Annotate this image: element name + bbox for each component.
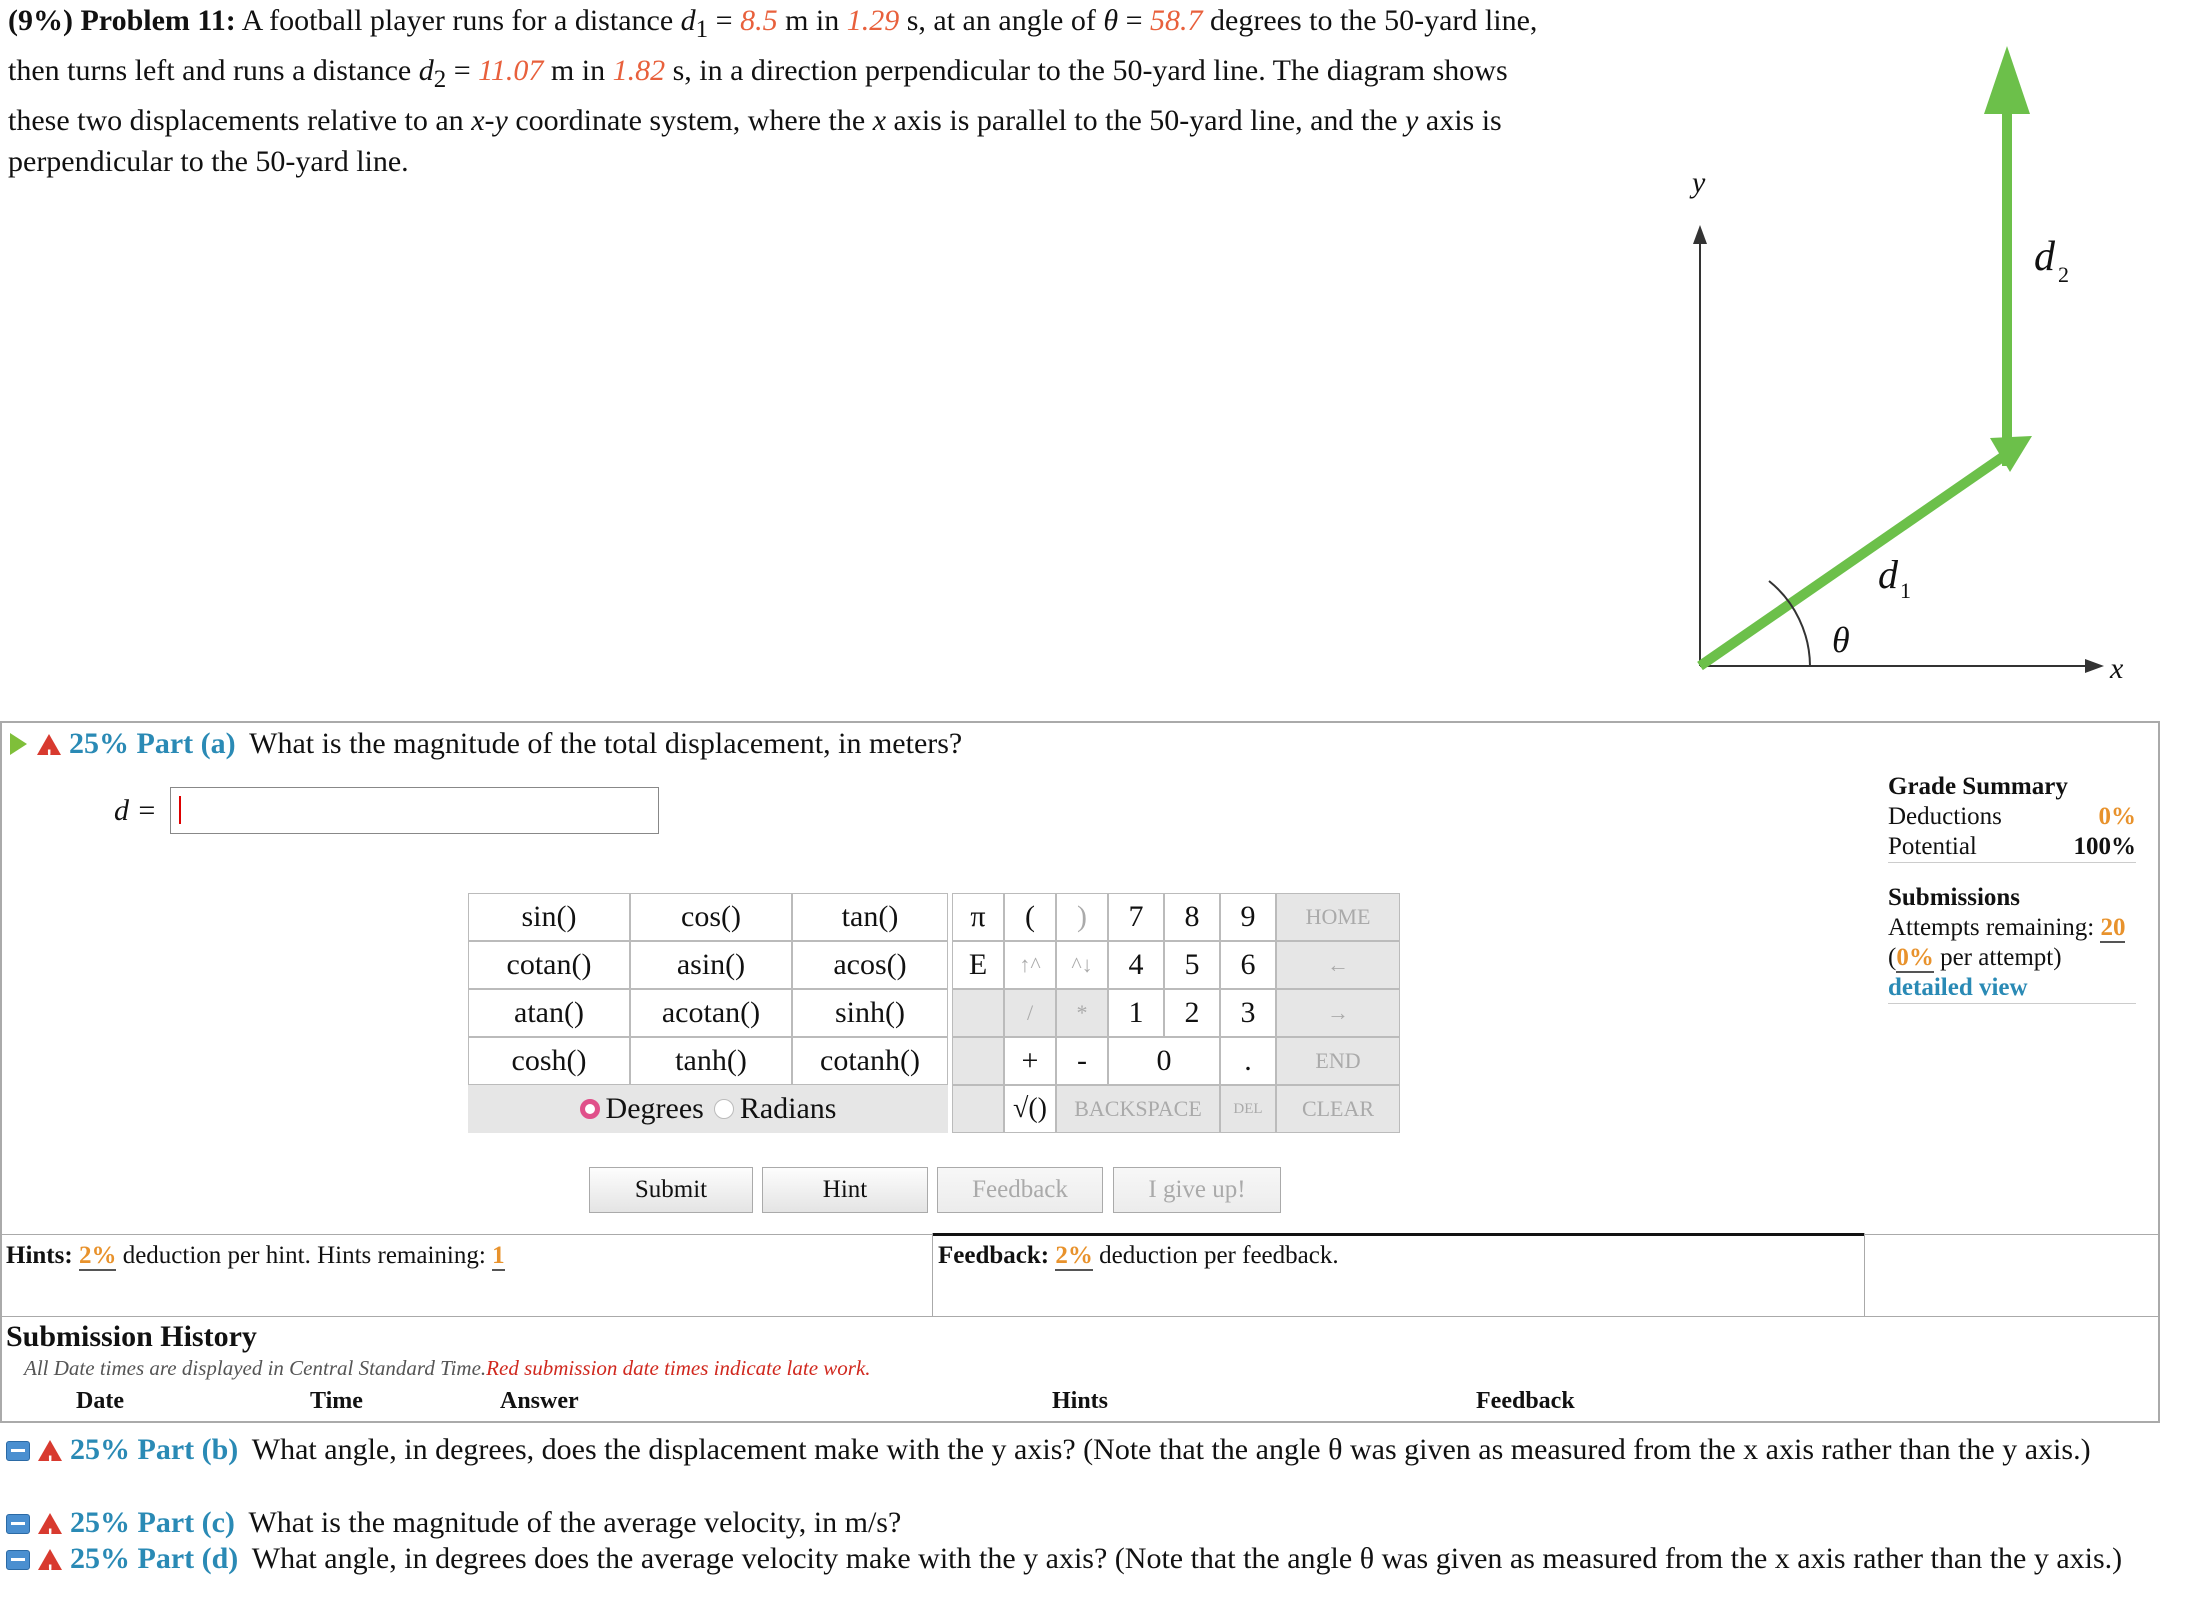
e-key[interactable]: E: [952, 941, 1004, 989]
digit-0-key[interactable]: 0: [1108, 1037, 1220, 1085]
detailed-view-link[interactable]: detailed view: [1888, 973, 2136, 1004]
digit-8-key[interactable]: 8: [1164, 893, 1220, 941]
part-a-header: [10, 726, 962, 762]
part-c-row[interactable]: [6, 1505, 2186, 1541]
degrees-label[interactable]: Degrees: [605, 1092, 704, 1125]
x-axis-arrowhead: [2085, 659, 2104, 673]
y-symbol: y: [1405, 104, 1419, 137]
warning-icon: [37, 734, 61, 755]
superscript-up-key[interactable]: ↑^: [1004, 941, 1056, 989]
sqrt-key[interactable]: √(): [1004, 1085, 1056, 1133]
part-b-row[interactable]: [6, 1432, 2186, 1468]
function-key-tan[interactable]: tan(): [792, 893, 948, 941]
home-key[interactable]: HOME: [1276, 893, 1400, 941]
problem-statement: [8, 0, 1568, 182]
submit-button[interactable]: Submit: [589, 1167, 753, 1213]
deductions-value: 0%: [2098, 803, 2136, 830]
submission-history-note: [24, 1356, 871, 1381]
attempts-row: [1888, 913, 2136, 943]
history-col-answer: Answer: [500, 1388, 579, 1414]
history-col-hints: Hints: [1052, 1388, 1109, 1414]
backspace-key[interactable]: BACKSPACE: [1056, 1085, 1220, 1133]
hints-deduction-value: 2%: [78, 1242, 117, 1269]
minus-key[interactable]: -: [1056, 1037, 1108, 1085]
digit-6-key[interactable]: 6: [1220, 941, 1276, 989]
problem-text: A football player runs for a distance: [241, 4, 674, 37]
problem-text: s, in a direction perpendicular to the 50-yard line. The diagram shows these two displacements relative to an: [8, 54, 1508, 137]
problem-label: Problem 11:: [80, 4, 236, 37]
feedback-box-top-border: [932, 1233, 1864, 1236]
left-arrow-key[interactable]: ←: [1276, 941, 1400, 989]
t1-value: 1.29: [846, 4, 900, 37]
problem-weight: (9%): [8, 4, 73, 37]
per-attempt-row: [1888, 943, 2136, 973]
function-key-sin[interactable]: sin(): [468, 893, 630, 941]
digit-2-key[interactable]: 2: [1164, 989, 1220, 1037]
theta-symbol: θ: [1103, 4, 1119, 37]
warning-icon: [38, 1549, 62, 1570]
hints-text: deduction per hint. Hints remaining:: [122, 1242, 486, 1269]
multiply-key[interactable]: *: [1056, 989, 1108, 1037]
feedback-box-right-border: [1864, 1233, 1865, 1317]
divider: [2, 1316, 2158, 1317]
warning-icon: [38, 1440, 62, 1461]
displacement-diagram: [1560, 20, 2124, 700]
collapse-icon[interactable]: [6, 1550, 30, 1570]
function-key-cosh[interactable]: cosh(): [468, 1037, 630, 1085]
blank-key: [952, 1085, 1004, 1133]
plus-key[interactable]: +: [1004, 1037, 1056, 1085]
theta-value: 58.7: [1150, 4, 1203, 37]
function-key-sinh[interactable]: sinh(): [792, 989, 948, 1037]
x-axis-label: x: [2110, 652, 2124, 685]
right-arrow-key[interactable]: →: [1276, 989, 1400, 1037]
superscript-down-key[interactable]: ^↓: [1056, 941, 1108, 989]
del-key[interactable]: DEL: [1220, 1085, 1276, 1133]
d1-subscript: 1: [695, 16, 709, 43]
attempts-label: Attempts remaining:: [1888, 914, 2095, 941]
hints-label: Hints:: [6, 1242, 73, 1269]
end-key[interactable]: END: [1276, 1037, 1400, 1085]
radians-label[interactable]: Radians: [739, 1092, 837, 1125]
d1-label: d: [1878, 552, 1898, 597]
attempts-value: 20: [2100, 914, 2126, 941]
part-b-percent: 25%: [70, 1433, 130, 1466]
grade-summary: [1888, 772, 2136, 1004]
potential-label: Potential: [1888, 833, 1977, 860]
numeric-keypad: [952, 893, 1400, 1133]
function-key-cotanh[interactable]: cotanh(): [792, 1037, 948, 1085]
potential-value: 100%: [2073, 833, 2136, 860]
radians-radio[interactable]: [714, 1099, 734, 1119]
feedback-text: deduction per feedback.: [1099, 1242, 1339, 1269]
history-col-time: Time: [310, 1388, 363, 1414]
feedback-button[interactable]: Feedback: [937, 1167, 1103, 1213]
digit-4-key[interactable]: 4: [1108, 941, 1164, 989]
decimal-key[interactable]: .: [1220, 1037, 1276, 1085]
hint-button[interactable]: Hint: [762, 1167, 928, 1213]
part-d-question: What angle, in degrees does the average velocity make with the y axis? (Note that the angle θ was given as measured from the x axis rather than the y axis.): [251, 1542, 2123, 1575]
hints-info: [6, 1242, 505, 1270]
d1-value: 8.5: [740, 4, 778, 37]
angle-mode-toggle: [468, 1085, 948, 1133]
digit-3-key[interactable]: 3: [1220, 989, 1276, 1037]
function-key-cotan[interactable]: cotan(): [468, 941, 630, 989]
d2-symbol: d: [418, 54, 434, 87]
submission-history-title: Submission History: [6, 1320, 257, 1353]
d1-arrow: [1700, 456, 2004, 666]
hints-remaining-value: 1: [492, 1242, 505, 1269]
problem-text: axis is parallel to the 50-yard line, and the: [893, 104, 1398, 137]
function-key-tanh[interactable]: tanh(): [630, 1037, 792, 1085]
t2-value: 1.82: [612, 54, 666, 87]
pi-key[interactable]: π: [952, 893, 1004, 941]
x-symbol: x: [872, 104, 887, 137]
function-key-acos[interactable]: acos(): [792, 941, 948, 989]
problem-text: axis is perpendicular to the 50-yard line.: [8, 104, 1502, 178]
part-d-percent: 25%: [70, 1542, 130, 1575]
d1-symbol: d: [680, 4, 696, 37]
part-d-row[interactable]: [6, 1541, 2186, 1577]
history-col-date: Date: [76, 1388, 124, 1414]
equals-sign: =: [1125, 4, 1143, 37]
part-a-percent: 25%: [69, 727, 129, 760]
text-cursor: [179, 796, 181, 824]
collapse-icon[interactable]: [6, 1441, 30, 1461]
feedback-info: [938, 1242, 1339, 1270]
part-c-label: Part (c): [137, 1506, 235, 1539]
per-attempt-paren: (: [1888, 944, 1897, 971]
part-a-question: What is the magnitude of the total displacement, in meters?: [249, 727, 963, 760]
function-key-cos[interactable]: cos(): [630, 893, 792, 941]
digit-9-key[interactable]: 9: [1220, 893, 1276, 941]
problem-text: m in: [785, 4, 840, 37]
history-col-feedback: Feedback: [1476, 1388, 1575, 1414]
part-c-question: What is the magnitude of the average velocity, in m/s?: [248, 1506, 902, 1539]
problem-text: s, at an angle of: [906, 4, 1096, 37]
problem-text: coordinate system, where the: [515, 104, 866, 137]
theta-label: θ: [1832, 620, 1850, 660]
d2-label: d: [2034, 234, 2055, 280]
part-b-question: What angle, in degrees, does the displacement make with the y axis? (Note that the angle θ was given as measured from the x axis rather than the y axis.): [251, 1433, 2091, 1466]
per-attempt-value: 0%: [1896, 944, 1934, 971]
grade-summary-title: Grade Summary: [1888, 773, 2068, 800]
xy-symbol: x-y: [471, 104, 508, 137]
collapse-icon[interactable]: [6, 1514, 30, 1534]
d2-subscript: 2: [433, 66, 447, 93]
potential-row: [1888, 832, 2136, 863]
expand-triangle-icon[interactable]: [10, 733, 27, 755]
equals-sign: =: [453, 54, 471, 87]
part-b-label: Part (b): [137, 1433, 239, 1466]
problem-text: m in: [550, 54, 606, 87]
part-d-label: Part (d): [137, 1542, 239, 1575]
problem-text: degrees to the 50-yard line, then turns left and runs a distance: [8, 4, 1538, 87]
y-axis-arrowhead: [1693, 225, 1707, 244]
part-a-label: Part (a): [136, 727, 236, 760]
function-key-asin[interactable]: asin(): [630, 941, 792, 989]
answer-label: d =: [114, 794, 157, 827]
equals-sign: =: [715, 4, 733, 37]
clear-key[interactable]: CLEAR: [1276, 1085, 1400, 1133]
y-axis-label: y: [1692, 166, 1706, 199]
submissions-title: Submissions: [1888, 884, 2021, 911]
blank-key: [952, 1037, 1004, 1085]
give-up-button[interactable]: I give up!: [1113, 1167, 1281, 1213]
part-c-percent: 25%: [70, 1506, 130, 1539]
d2-label-subscript: 2: [2058, 262, 2069, 287]
deductions-label: Deductions: [1888, 803, 2002, 830]
deductions-row: [1888, 802, 2136, 832]
d2-arrowhead: [1984, 46, 2030, 114]
feedback-box-left-border: [932, 1233, 933, 1317]
digit-7-key[interactable]: 7: [1108, 893, 1164, 941]
per-attempt-label: per attempt): [1940, 944, 2062, 971]
digit-1-key[interactable]: 1: [1108, 989, 1164, 1037]
digit-5-key[interactable]: 5: [1164, 941, 1220, 989]
warning-icon: [38, 1513, 62, 1534]
history-late-note: Red submission date times indicate late work.: [486, 1356, 871, 1380]
feedback-label: Feedback:: [938, 1242, 1050, 1269]
close-paren-key[interactable]: ): [1056, 893, 1108, 941]
blank-key: [952, 989, 1004, 1037]
feedback-deduction-value: 2%: [1055, 1242, 1093, 1269]
degrees-radio[interactable]: [580, 1099, 600, 1119]
open-paren-key[interactable]: (: [1004, 893, 1056, 941]
divide-key[interactable]: /: [1004, 989, 1056, 1037]
history-note-text: All Date times are displayed in Central Standard Time.: [24, 1356, 487, 1380]
d2-value: 11.07: [478, 54, 544, 87]
answer-input[interactable]: [170, 787, 659, 834]
d1-label-subscript: 1: [1900, 578, 1911, 603]
function-key-acotan[interactable]: acotan(): [630, 989, 792, 1037]
function-key-atan[interactable]: atan(): [468, 989, 630, 1037]
